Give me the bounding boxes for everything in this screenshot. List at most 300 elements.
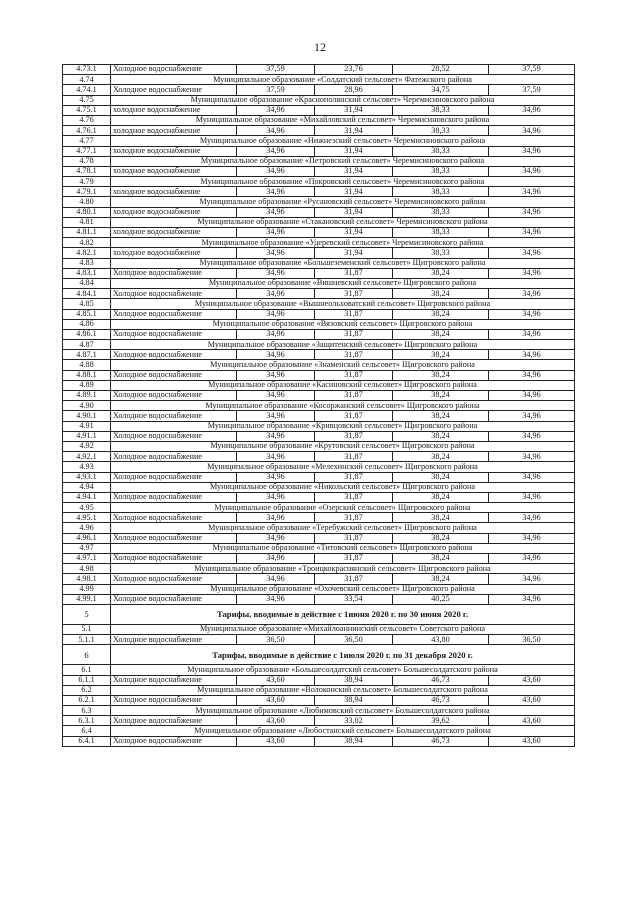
tariff-table [62,64,575,747]
tariff-value: 31,87 [315,370,393,380]
table-row [63,329,575,339]
municipality-title: Муниципальное образование «Нижнезский сельсовет» Черемисиновского района [111,136,575,146]
service-label: холодное водоснабжение [111,105,237,115]
row-code: 4.98.1 [63,574,111,584]
municipality-row [63,665,575,675]
municipality-row [63,706,575,716]
municipality-title: Муниципальное образование «Волоконский сельсовет» Большесолдатского района [111,685,575,695]
municipality-title: Муниципальное образование «Покровский сельсовет» Черемисиновского района [111,177,575,187]
tariff-value: 34,96 [237,411,315,421]
tariff-value: 34,96 [237,187,315,197]
table-row [63,126,575,136]
municipality-title: Муниципальное образование «Кривцовский сельсовет» Щигровского района [111,421,575,431]
service-label: Холодное водоснабжение [111,431,237,441]
tariff-value: 31,94 [315,187,393,197]
row-code: 4.87 [63,340,111,350]
table-row [63,695,575,705]
municipality-row [63,217,575,227]
row-code: 4.90.1 [63,411,111,421]
row-code: 4.94 [63,482,111,492]
row-code: 5.1.1 [63,635,111,645]
service-label: Холодное водоснабжение [111,391,237,401]
row-code: 4.77 [63,136,111,146]
tariff-value: 31,87 [315,411,393,421]
tariff-value: 38,24 [393,329,489,339]
row-code: 4.90 [63,401,111,411]
municipality-row [63,75,575,85]
row-code: 4.92.1 [63,452,111,462]
service-label: Холодное водоснабжение [111,635,237,645]
tariff-value: 31,94 [315,146,393,156]
tariff-value: 34,96 [237,126,315,136]
tariff-value: 37,59 [489,85,575,95]
row-code: 4.78 [63,156,111,166]
tariff-value: 38,33 [393,248,489,258]
row-code: 4.89.1 [63,391,111,401]
tariff-value: 36,50 [315,635,393,645]
tariff-value: 34,96 [237,228,315,238]
tariff-value: 34,96 [489,248,575,258]
table-row [63,248,575,258]
municipality-title: Муниципальное образование «Петровский сельсовет» Черемисиновского района [111,156,575,166]
tariff-value: 38,33 [393,126,489,136]
municipality-title: Муниципальное образование «Защитенский сельсовет» Щигровского района [111,340,575,350]
municipality-row [63,503,575,513]
tariff-value: 34,96 [237,533,315,543]
service-label: холодное водоснабжение [111,166,237,176]
service-label: Холодное водоснабжение [111,736,237,746]
tariff-value: 34,96 [237,207,315,217]
tariff-value: 31,94 [315,166,393,176]
tariff-value: 38,33 [393,146,489,156]
row-code: 5.1 [63,624,111,634]
row-code: 4.86.1 [63,329,111,339]
table-row [63,166,575,176]
service-label: Холодное водоснабжение [111,716,237,726]
tariff-value: 31,94 [315,228,393,238]
service-label: холодное водоснабжение [111,248,237,258]
tariff-value: 34,96 [489,309,575,319]
row-code: 4.96.1 [63,533,111,543]
service-label: холодное водоснабжение [111,187,237,197]
tariff-value: 34,96 [237,350,315,360]
service-label: Холодное водоснабжение [111,594,237,604]
table-row [63,431,575,441]
table-row [63,716,575,726]
tariff-value: 34,96 [489,207,575,217]
service-label: Холодное водоснабжение [111,350,237,360]
section-title: Тарифы, вводимые в действие с 1июня 2020 г. по 30 июня 2020 г. [111,604,575,624]
tariff-value: 34,96 [237,105,315,115]
row-code: 4.97 [63,543,111,553]
row-code: 4.95 [63,503,111,513]
municipality-title: Муниципальное образование «Михайловский сельсовет» Черемисиновского района [111,115,575,125]
table-row [63,105,575,115]
table-row [63,309,575,319]
row-code: 4.86 [63,319,111,329]
table-row [63,594,575,604]
municipality-title: Муниципальное образование «Знаменский сельсовет» Щигровского района [111,360,575,370]
tariff-value: 38,24 [393,411,489,421]
municipality-title: Муниципальное образование «Михайлоаннинский сельсовет» Советского района [111,624,575,634]
tariff-value: 31,87 [315,492,393,502]
municipality-row [63,726,575,736]
tariff-value: 46,73 [393,736,489,746]
table-row [63,228,575,238]
service-label: Холодное водоснабжение [111,554,237,564]
table-row [63,289,575,299]
tariff-value: 34,96 [489,370,575,380]
tariff-value: 34,96 [237,513,315,523]
service-label: холодное водоснабжение [111,126,237,136]
row-code: 4.79.1 [63,187,111,197]
service-label: холодное водоснабжение [111,207,237,217]
row-code: 4.78.1 [63,166,111,176]
row-code: 4.99 [63,584,111,594]
tariff-value: 43,60 [237,675,315,685]
tariff-value: 31,87 [315,533,393,543]
row-code: 4.87.1 [63,350,111,360]
tariff-value: 34,96 [489,452,575,462]
service-label: холодное водоснабжение [111,146,237,156]
tariff-value: 31,87 [315,431,393,441]
row-code: 4.99.1 [63,594,111,604]
table-row [63,472,575,482]
municipality-title: Муниципальное образование «Вязовский сельсовет» Щигровского района [111,319,575,329]
table-row [63,554,575,564]
tariff-value: 43,60 [237,736,315,746]
tariff-value: 38,33 [393,166,489,176]
tariff-value: 33,54 [315,594,393,604]
tariff-value: 34,96 [237,492,315,502]
tariff-value: 43,80 [393,635,489,645]
tariff-value: 34,96 [237,554,315,564]
tariff-value: 34,96 [489,268,575,278]
tariff-value: 43,60 [489,736,575,746]
row-code: 4.96 [63,523,111,533]
tariff-value: 34,96 [489,187,575,197]
service-label: Холодное водоснабжение [111,513,237,523]
municipality-row [63,624,575,634]
tariff-value: 39,62 [393,716,489,726]
section-row [63,645,575,665]
service-label: Холодное водоснабжение [111,268,237,278]
tariff-value: 38,24 [393,472,489,482]
table-row [63,513,575,523]
tariff-value: 43,60 [237,716,315,726]
service-label: Холодное водоснабжение [111,574,237,584]
tariff-value: 34,96 [489,594,575,604]
tariff-value: 46,73 [393,695,489,705]
tariff-value: 38,24 [393,554,489,564]
municipality-row [63,482,575,492]
tariff-value: 34,96 [489,126,575,136]
municipality-title: Муниципальное образование «Крутовский сельсовет» Щигровского района [111,441,575,451]
municipality-row [63,564,575,574]
tariff-value: 38,24 [393,350,489,360]
service-label: Холодное водоснабжение [111,411,237,421]
service-label: Холодное водоснабжение [111,675,237,685]
tariff-value: 38,24 [393,391,489,401]
row-code: 4.81.1 [63,228,111,238]
tariff-value: 34,96 [489,411,575,421]
table-row [63,146,575,156]
table-row [63,207,575,217]
row-code: 4.91.1 [63,431,111,441]
municipality-title: Муниципальное образование «Большеземенский сельсовет» Щигровского района [111,258,575,268]
row-code: 4.82 [63,238,111,248]
tariff-value: 37,59 [489,65,575,75]
tariff-value: 34,96 [489,574,575,584]
tariff-value: 31,94 [315,105,393,115]
row-code: 4.91 [63,421,111,431]
municipality-title: Муниципальное образование «Любостанский сельсовет» Большесолдатского района [111,726,575,736]
row-code: 4.88 [63,360,111,370]
row-code: 4.80 [63,197,111,207]
row-code: 4.82.1 [63,248,111,258]
service-label: Холодное водоснабжение [111,309,237,319]
tariff-value: 38,24 [393,513,489,523]
row-code: 6.3 [63,706,111,716]
section-row [63,604,575,624]
tariff-value: 34,96 [237,472,315,482]
tariff-value: 37,59 [237,65,315,75]
row-code: 4.88.1 [63,370,111,380]
tariff-value: 34,96 [237,146,315,156]
row-code: 4.79 [63,177,111,187]
tariff-value: 34,75 [393,85,489,95]
service-label: Холодное водоснабжение [111,289,237,299]
row-code: 6.4.1 [63,736,111,746]
tariff-value: 34,96 [237,309,315,319]
row-code: 4.76.1 [63,126,111,136]
table-row [63,452,575,462]
section-title: Тарифы, вводимые в действие с 1июля 2020 г. по 31 декабря 2020 г. [111,645,575,665]
municipality-title: Муниципальное образование «Охочевский сельсовет» Щигровского района [111,584,575,594]
municipality-row [63,319,575,329]
municipality-title: Муниципальное образование «Мелехинский сельсовет» Щигровского района [111,462,575,472]
row-code: 4.80.1 [63,207,111,217]
tariff-value: 38,33 [393,187,489,197]
tariff-value: 43,60 [489,695,575,705]
tariff-value: 31,94 [315,126,393,136]
tariff-value: 31,94 [315,248,393,258]
municipality-row [63,584,575,594]
tariff-value: 38,94 [315,695,393,705]
service-label: Холодное водоснабжение [111,492,237,502]
tariff-value: 34,96 [489,513,575,523]
tariff-value: 31,87 [315,268,393,278]
row-code: 4.93.1 [63,472,111,482]
table-row [63,736,575,746]
tariff-value: 28,52 [393,65,489,75]
table-row [63,635,575,645]
municipality-row [63,340,575,350]
tariff-value: 38,33 [393,105,489,115]
municipality-title: Муниципальное образование «Озерский сельсовет» Щигровского района [111,503,575,513]
row-code: 4.73.1 [63,65,111,75]
tariff-value: 38,94 [315,736,393,746]
tariff-value: 33,02 [315,716,393,726]
municipality-row [63,441,575,451]
tariff-value: 37,59 [237,85,315,95]
municipality-row [63,380,575,390]
tariff-value: 38,24 [393,289,489,299]
municipality-row [63,523,575,533]
service-label: холодное водоснабжение [111,228,237,238]
tariff-value: 34,96 [237,574,315,584]
tariff-value: 34,96 [237,289,315,299]
row-code: 4.93 [63,462,111,472]
service-label: Холодное водоснабжение [111,370,237,380]
row-code: 4.94.1 [63,492,111,502]
tariff-value: 36,50 [489,635,575,645]
tariff-value: 31,87 [315,329,393,339]
municipality-row [63,156,575,166]
municipality-row [63,258,575,268]
municipality-row [63,197,575,207]
tariff-value: 34,96 [237,594,315,604]
municipality-title: Муниципальное образование «Солдатский сельсовет» Фатежского района [111,75,575,85]
service-label: Холодное водоснабжение [111,85,237,95]
tariff-value: 38,24 [393,452,489,462]
tariff-table-body [63,65,575,747]
tariff-value: 46,73 [393,675,489,685]
table-row [63,675,575,685]
row-code: 5 [63,604,111,624]
municipality-row [63,462,575,472]
municipality-row [63,177,575,187]
tariff-value: 34,96 [489,166,575,176]
municipality-row [63,299,575,309]
municipality-title: Муниципальное образование «Большесолдатский сельсовет» Большесолдатского района [111,665,575,675]
tariff-value: 34,96 [489,391,575,401]
municipality-title: Муниципальное образование «Вышнеольховатский сельсовет» Щигровского района [111,299,575,309]
row-code: 4.85 [63,299,111,309]
tariff-value: 34,96 [489,350,575,360]
row-code: 4.74 [63,75,111,85]
tariff-value: 34,96 [489,228,575,238]
municipality-row [63,360,575,370]
row-code: 4.92 [63,441,111,451]
tariff-value: 38,24 [393,533,489,543]
tariff-value: 34,96 [237,329,315,339]
tariff-value: 31,87 [315,391,393,401]
municipality-title: Муниципальное образование «Касиновский сельсовет» Щигровского района [111,380,575,390]
tariff-value: 31,87 [315,513,393,523]
table-row [63,533,575,543]
service-label: Холодное водоснабжение [111,452,237,462]
tariff-value: 34,96 [237,248,315,258]
table-row [63,391,575,401]
tariff-value: 34,96 [489,146,575,156]
municipality-row [63,238,575,248]
table-row [63,268,575,278]
tariff-value: 34,96 [489,492,575,502]
row-code: 4.77.1 [63,146,111,156]
tariff-value: 34,96 [489,533,575,543]
municipality-row [63,115,575,125]
tariff-value: 38,24 [393,309,489,319]
table-row [63,492,575,502]
tariff-value: 34,96 [237,431,315,441]
table-row [63,370,575,380]
tariff-value: 38,24 [393,268,489,278]
tariff-value: 34,96 [237,370,315,380]
municipality-row [63,543,575,553]
tariff-value: 34,96 [489,431,575,441]
tariff-value: 38,24 [393,370,489,380]
row-code: 6 [63,645,111,665]
municipality-row [63,278,575,288]
row-code: 6.1 [63,665,111,675]
municipality-title: Муниципальное образование «Стакановский сельсовет» Черемисиновского района [111,217,575,227]
row-code: 6.4 [63,726,111,736]
municipality-title: Муниципальное образование «Теребужский сельсовет» Щигровского района [111,523,575,533]
row-code: 6.3.1 [63,716,111,726]
tariff-value: 34,96 [489,105,575,115]
service-label: Холодное водоснабжение [111,695,237,705]
row-code: 4.83 [63,258,111,268]
tariff-value: 31,94 [315,207,393,217]
municipality-row [63,685,575,695]
municipality-row [63,136,575,146]
municipality-row [63,401,575,411]
row-code: 4.75 [63,95,111,105]
table-row [63,187,575,197]
tariff-value: 31,87 [315,554,393,564]
tariff-value: 34,96 [237,268,315,278]
tariff-value: 28,96 [315,85,393,95]
tariff-value: 40,25 [393,594,489,604]
municipality-title: Муниципальное образование «Краснополянский сельсовет» Черемисиновского района [111,95,575,105]
tariff-value: 43,60 [237,695,315,705]
tariff-value: 31,87 [315,350,393,360]
row-code: 4.75.1 [63,105,111,115]
tariff-value: 38,24 [393,574,489,584]
municipality-row [63,421,575,431]
service-label: Холодное водоснабжение [111,533,237,543]
tariff-value: 38,24 [393,431,489,441]
row-code: 4.83.1 [63,268,111,278]
tariff-value: 38,24 [393,492,489,502]
tariff-value: 23,76 [315,65,393,75]
tariff-value: 34,96 [237,166,315,176]
tariff-value: 34,96 [489,289,575,299]
tariff-value: 38,33 [393,207,489,217]
tariff-value: 43,60 [489,675,575,685]
row-code: 4.74.1 [63,85,111,95]
municipality-title: Муниципальное образование «Никольский сельсовет» Щигровского района [111,482,575,492]
table-row [63,85,575,95]
tariff-value: 38,94 [315,675,393,685]
tariff-value: 31,87 [315,309,393,319]
tariff-value: 31,87 [315,574,393,584]
row-code: 6.2 [63,685,111,695]
row-code: 4.76 [63,115,111,125]
table-row [63,350,575,360]
service-label: Холодное водоснабжение [111,472,237,482]
page-number: 12 [314,40,326,54]
municipality-row [63,95,575,105]
tariff-value: 34,96 [237,452,315,462]
tariff-value: 34,96 [489,554,575,564]
tariff-value: 31,87 [315,472,393,482]
service-label: Холодное водоснабжение [111,65,237,75]
row-code: 4.85.1 [63,309,111,319]
tariff-value: 36,50 [237,635,315,645]
row-code: 4.98 [63,564,111,574]
